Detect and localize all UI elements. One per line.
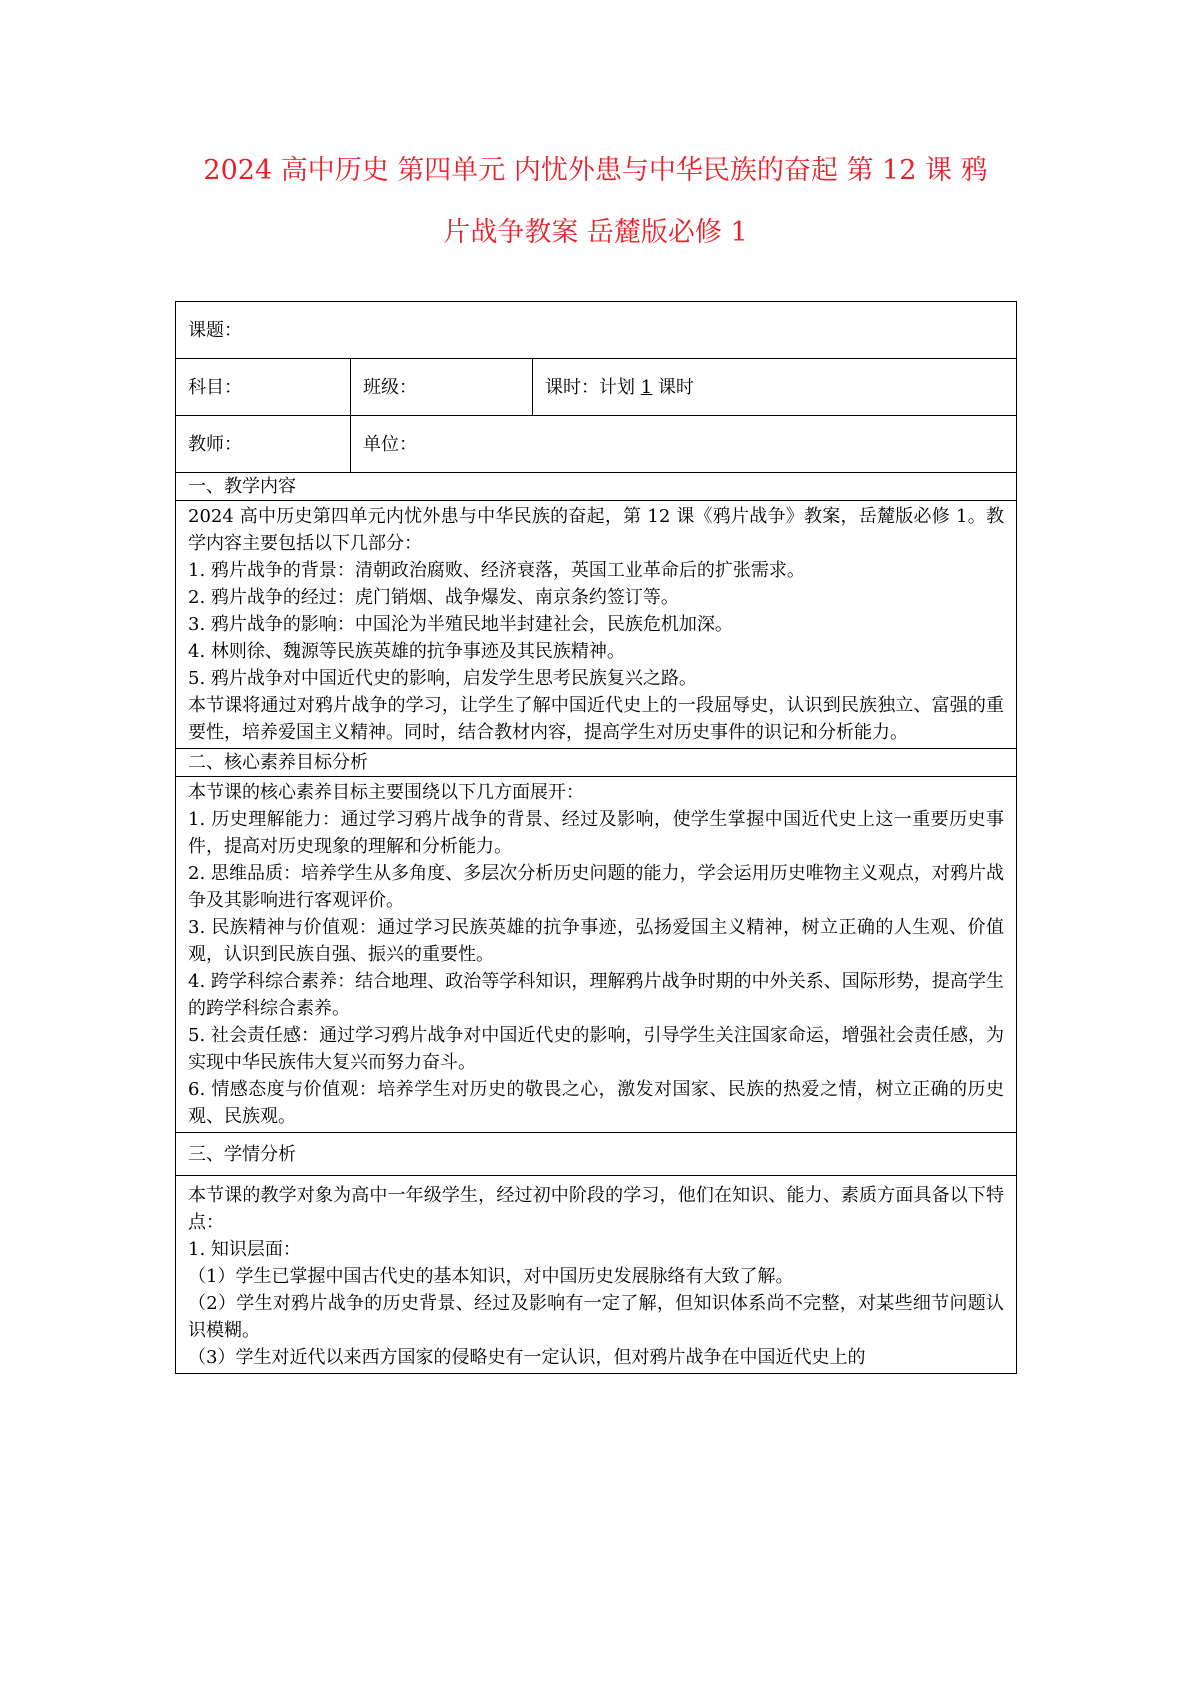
section-body <box>176 777 1017 1133</box>
section-heading: 一、教学内容 <box>176 473 1017 501</box>
teacher-row <box>176 416 1017 473</box>
teacher-label: 教师： <box>176 416 351 473</box>
paragraph: 5. 鸦片战争对中国近代史的影响，启发学生思考民族复兴之路。 <box>188 668 697 689</box>
paragraph: 4. 跨学科综合素养：结合地理、政治等学科知识，理解鸦片战争时期的中外关系、国际形势，提高学生的跨学科综合素养。 <box>188 971 1005 1019</box>
title-line-2: 片战争教案 岳麓版必修 1 <box>443 217 748 248</box>
unit-label: 单位： <box>351 416 1017 473</box>
paragraph: 本节课将通过对鸦片战争的学习，让学生了解中国近代史上的一段屈辱史，认识到民族独立、富强的重要性，培养爱国主义精神。同时，结合教材内容，提高学生对历史事件的识记和分析能力。 <box>188 695 1005 743</box>
paragraph: 本节课的核心素养目标主要围绕以下几方面展开： <box>188 782 584 803</box>
section-heading-row <box>176 473 1017 501</box>
document-title <box>175 140 1016 264</box>
paragraph: 5. 社会责任感：通过学习鸦片战争对中国近代史的影响，引导学生关注国家命运，增强社会责任感，为实现中华民族伟大复兴而努力奋斗。 <box>188 1025 1005 1073</box>
section-body <box>176 501 1017 749</box>
paragraph: 1. 知识层面： <box>188 1239 301 1260</box>
paragraph: 6. 情感态度与价值观：培养学生对历史的敬畏之心，激发对国家、民族的热爱之情，树立正确的历史观、民族观。 <box>188 1079 1005 1127</box>
topic-label: 课题： <box>176 302 1017 359</box>
subject-label: 科目： <box>176 359 351 416</box>
paragraph: 1. 历史理解能力：通过学习鸦片战争的背景、经过及影响，使学生掌握中国近代史上这一重要历史事件，提高对历史现象的理解和分析能力。 <box>188 809 1005 857</box>
subject-row <box>176 359 1017 416</box>
paragraph: 2024 高中历史第四单元内忧外患与中华民族的奋起，第 12 课《鸦片战争》教案，岳麓版必修 1。教学内容主要包括以下几部分： <box>188 506 1005 554</box>
paragraph: （1）学生已掌握中国古代史的基本知识，对中国历史发展脉络有大致了解。 <box>188 1266 794 1287</box>
section-heading-row <box>176 749 1017 777</box>
hours-suffix: 课时 <box>652 376 694 398</box>
section-body-row <box>176 777 1017 1133</box>
section-heading: 三、学情分析 <box>176 1133 1017 1176</box>
class-label: 班级： <box>351 359 533 416</box>
paragraph: 3. 鸦片战争的影响：中国沦为半殖民地半封建社会，民族危机加深。 <box>188 614 733 635</box>
title-line-1: 2024 高中历史 第四单元 内忧外患与中华民族的奋起 第 12 课 鸦 <box>203 155 988 186</box>
section-heading-row <box>176 1133 1017 1176</box>
section-heading: 二、核心素养目标分析 <box>176 749 1017 777</box>
paragraph: 3. 民族精神与价值观：通过学习民族英雄的抗争事迹，弘扬爱国主义精神，树立正确的人生观、价值观，认识到民族自强、振兴的重要性。 <box>188 917 1005 965</box>
section-body <box>176 1176 1017 1374</box>
hours-prefix: 课时：计划 <box>545 376 641 398</box>
hours-cell <box>533 359 1017 416</box>
paragraph: 本节课的教学对象为高中一年级学生，经过初中阶段的学习，他们在知识、能力、素质方面具备以下特点： <box>188 1185 1005 1233</box>
paragraph: （3）学生对近代以来西方国家的侵略史有一定认识，但对鸦片战争在中国近代史上的 <box>188 1347 866 1368</box>
paragraph: （2）学生对鸦片战争的历史背景、经过及影响有一定了解，但知识体系尚不完整，对某些细节问题认识模糊。 <box>188 1293 1005 1341</box>
section-body-row <box>176 1176 1017 1374</box>
paragraph: 2. 思维品质：培养学生从多角度、多层次分析历史问题的能力，学会运用历史唯物主义观点，对鸦片战争及其影响进行客观评价。 <box>188 863 1005 911</box>
paragraph: 1. 鸦片战争的背景：清朝政治腐败、经济衰落，英国工业革命后的扩张需求。 <box>188 560 805 581</box>
lesson-plan-table <box>175 301 1017 1374</box>
section-body-row <box>176 501 1017 749</box>
hours-value: 1 <box>640 376 653 398</box>
topic-row <box>176 302 1017 359</box>
paragraph: 2. 鸦片战争的经过：虎门销烟、战争爆发、南京条约签订等。 <box>188 587 679 608</box>
paragraph: 4. 林则徐、魏源等民族英雄的抗争事迹及其民族精神。 <box>188 641 625 662</box>
